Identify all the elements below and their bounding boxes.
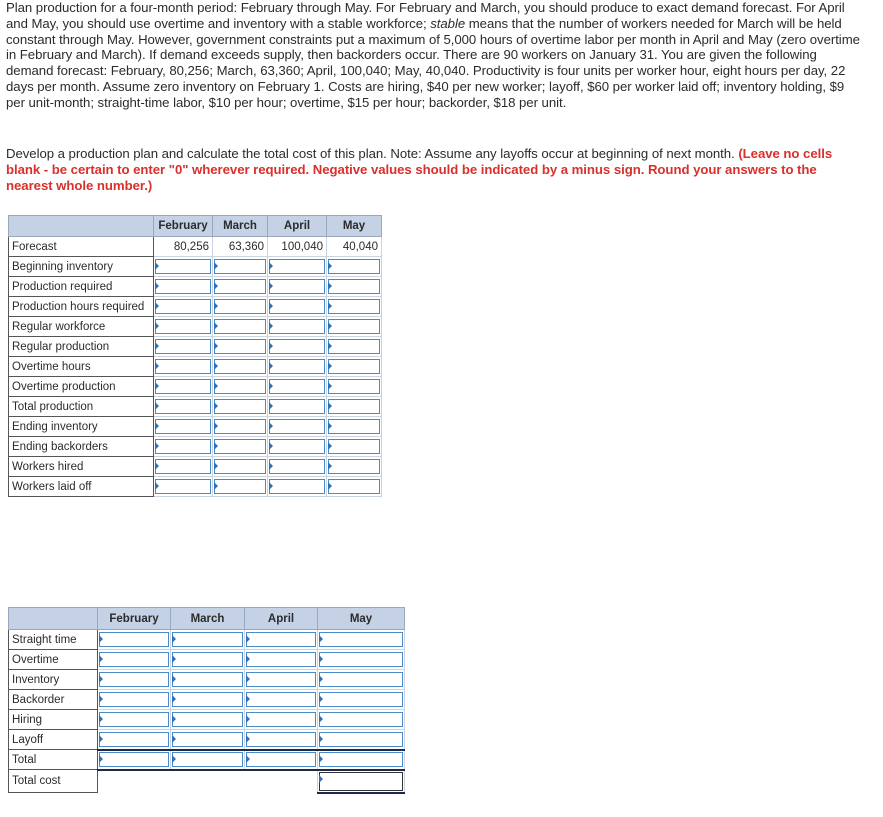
inventory-cost-march-input[interactable] <box>172 672 243 687</box>
answer-cell <box>171 650 245 670</box>
answer-cell <box>268 297 327 317</box>
table-row-forecast <box>9 237 382 257</box>
row-label: Total production <box>9 397 154 417</box>
answer-cell <box>327 457 382 477</box>
answer-cell <box>268 437 327 457</box>
answer-cell <box>171 730 245 750</box>
answer-cell <box>268 317 327 337</box>
answer-cell <box>154 417 213 437</box>
overtime-production-april-input[interactable] <box>269 379 325 394</box>
answer-cell <box>154 337 213 357</box>
beginning-inventory-may-input[interactable] <box>328 259 380 274</box>
production-required-may-input[interactable] <box>328 279 380 294</box>
answer-cell <box>268 457 327 477</box>
table-row-workers-hired <box>9 457 382 477</box>
production-required-march-input[interactable] <box>214 279 266 294</box>
table-row-inventory <box>9 670 405 690</box>
answer-cell <box>154 397 213 417</box>
answer-cell <box>98 750 171 770</box>
col-header-april: April <box>268 216 327 237</box>
overtime-cost-february-input[interactable] <box>99 652 169 667</box>
answer-cell <box>268 257 327 277</box>
answer-cell <box>318 690 405 710</box>
answer-cell <box>171 750 245 770</box>
ending-backorders-march-input[interactable] <box>214 439 266 454</box>
row-label: Regular production <box>9 337 154 357</box>
backorder-cost-march-input[interactable] <box>172 692 243 707</box>
layoff-cost-may-input[interactable] <box>319 732 403 747</box>
row-label: Production required <box>9 277 154 297</box>
production-hours-required-april-input[interactable] <box>269 299 325 314</box>
row-label: Forecast <box>9 237 154 257</box>
layoff-cost-march-input[interactable] <box>172 732 243 747</box>
table-row-overtime-hours <box>9 357 382 377</box>
answer-cell <box>327 337 382 357</box>
col-header-march: March <box>171 608 245 630</box>
overtime-hours-march-input[interactable] <box>214 359 266 374</box>
answer-cell <box>154 357 213 377</box>
overtime-production-may-input[interactable] <box>328 379 380 394</box>
overtime-hours-may-input[interactable] <box>328 359 380 374</box>
answer-cell <box>318 710 405 730</box>
ending-inventory-april-input[interactable] <box>269 419 325 434</box>
answer-cell <box>327 437 382 457</box>
instructions-warning: (Leave no cells blank - be certain to enter "0" wherever required. Negative values should be indicated by a minus sign. Round your answers to the nearest whole number.) <box>6 146 833 193</box>
col-header-february: February <box>98 608 171 630</box>
answer-cell <box>268 477 327 497</box>
answer-cell <box>327 277 382 297</box>
ending-backorders-may-input[interactable] <box>328 439 380 454</box>
hiring-cost-may-input[interactable] <box>319 712 403 727</box>
total-cost-march-input[interactable] <box>172 752 243 767</box>
row-label: Backorder <box>9 690 98 710</box>
regular-production-march-input[interactable] <box>214 339 266 354</box>
forecast-value: 40,040 <box>327 237 382 257</box>
row-label: Beginning inventory <box>9 257 154 277</box>
answer-cell <box>268 357 327 377</box>
straight-time-cost-may-input[interactable] <box>319 632 403 647</box>
forecast-value: 100,040 <box>268 237 327 257</box>
answer-cell <box>98 670 171 690</box>
inventory-cost-may-input[interactable] <box>319 672 403 687</box>
answer-cell <box>154 257 213 277</box>
answer-cell <box>268 377 327 397</box>
col-header-may: May <box>327 216 382 237</box>
table-row-workers-laid-off <box>9 477 382 497</box>
answer-cell <box>154 277 213 297</box>
regular-workforce-march-input[interactable] <box>214 319 266 334</box>
answer-cell <box>171 710 245 730</box>
ending-inventory-march-input[interactable] <box>214 419 266 434</box>
corner-header <box>9 608 98 630</box>
workers-hired-february-input[interactable] <box>155 459 211 474</box>
answer-cell <box>245 630 318 650</box>
production-required-april-input[interactable] <box>269 279 325 294</box>
answer-cell <box>327 257 382 277</box>
workers-hired-april-input[interactable] <box>269 459 325 474</box>
total-cost-april-input[interactable] <box>246 752 316 767</box>
table-row-hiring <box>9 710 405 730</box>
col-header-march: March <box>213 216 268 237</box>
table-row-total-production <box>9 397 382 417</box>
answer-cell <box>171 630 245 650</box>
col-header-may: May <box>318 608 405 630</box>
forecast-value: 80,256 <box>154 237 213 257</box>
answer-cell <box>268 397 327 417</box>
table-row-straight-time <box>9 630 405 650</box>
answer-cell <box>154 377 213 397</box>
instructions: Develop a production plan and calculate the total cost of this plan. Note: Assume any layoffs occur at beginning of next month. (Leave no cells blank - be certain to enter "0" wherever required. Negative values should be indicated by a minus sign. Round your answers to the nearest whole number.) <box>6 146 833 193</box>
answer-cell <box>318 750 405 770</box>
backorder-cost-february-input[interactable] <box>99 692 169 707</box>
layoff-cost-february-input[interactable] <box>99 732 169 747</box>
answer-cell <box>213 297 268 317</box>
regular-production-february-input[interactable] <box>155 339 211 354</box>
workers-laid-off-may-input[interactable] <box>328 479 380 494</box>
row-label: Inventory <box>9 670 98 690</box>
answer-cell <box>154 437 213 457</box>
ending-backorders-april-input[interactable] <box>269 439 325 454</box>
answer-cell <box>327 317 382 337</box>
row-label: Workers hired <box>9 457 154 477</box>
overtime-cost-march-input[interactable] <box>172 652 243 667</box>
answer-cell <box>213 337 268 357</box>
answer-cell <box>98 650 171 670</box>
overtime-hours-april-input[interactable] <box>269 359 325 374</box>
answer-cell <box>268 417 327 437</box>
production-hours-required-march-input[interactable] <box>214 299 266 314</box>
table-row-overtime-production <box>9 377 382 397</box>
hiring-cost-march-input[interactable] <box>172 712 243 727</box>
answer-cell <box>98 630 171 650</box>
answer-cell <box>327 377 382 397</box>
regular-production-may-input[interactable] <box>328 339 380 354</box>
straight-time-cost-february-input[interactable] <box>99 632 169 647</box>
workers-laid-off-february-input[interactable] <box>155 479 211 494</box>
problem-statement: Plan production for a four-month period: February through May. For February and March, you should produce to exact demand forecast. For April and May, you should use overtime and inventory with a stable workforce; stable means that the number of workers needed for March will be held constant through May. However, government constraints put a maximum of 5,000 hours of overtime labor per month in April and May (zero overtime in February and March). If demand exceeds supply, then backorders occur. There are 90 workers on January 31. You are given the following demand forecast: February, 80,256; March, 63,360; April, 100,040; May, 40,040. Productivity is four units per worker hour, eight hours per day, 22 days per month. Assume zero inventory on February 1. Costs are hiring, $40 per new worker; layoff, $60 per worker laid off; inventory holding, $9 per unit-month; straight-time labor, $10 per hour; overtime, $15 per hour; backorder, $18 per unit. <box>6 0 860 110</box>
regular-workforce-february-input[interactable] <box>155 319 211 334</box>
answer-cell <box>327 477 382 497</box>
table-row-production-required <box>9 277 382 297</box>
workers-laid-off-march-input[interactable] <box>214 479 266 494</box>
table-row-production-hours-required <box>9 297 382 317</box>
overtime-cost-may-input[interactable] <box>319 652 403 667</box>
production-hours-required-may-input[interactable] <box>328 299 380 314</box>
total-cost-february-input[interactable] <box>99 752 169 767</box>
answer-cell <box>245 730 318 750</box>
answer-cell <box>318 630 405 650</box>
total-production-february-input[interactable] <box>155 399 211 414</box>
straight-time-cost-march-input[interactable] <box>172 632 243 647</box>
ending-backorders-february-input[interactable] <box>155 439 211 454</box>
row-label: Regular workforce <box>9 317 154 337</box>
beginning-inventory-february-input[interactable] <box>155 259 211 274</box>
row-label: Total cost <box>9 770 98 793</box>
table-row-regular-production <box>9 337 382 357</box>
table-row-backorder <box>9 690 405 710</box>
workers-laid-off-april-input[interactable] <box>269 479 325 494</box>
row-label: Ending inventory <box>9 417 154 437</box>
answer-cell <box>245 710 318 730</box>
row-label: Total <box>9 750 98 770</box>
row-label: Production hours required <box>9 297 154 317</box>
answer-cell <box>154 477 213 497</box>
corner-header <box>9 216 154 237</box>
col-header-february: February <box>154 216 213 237</box>
row-label: Ending backorders <box>9 437 154 457</box>
answer-cell <box>213 277 268 297</box>
answer-cell <box>213 397 268 417</box>
backorder-cost-may-input[interactable] <box>319 692 403 707</box>
total-cost-input[interactable] <box>319 772 403 791</box>
answer-cell <box>213 357 268 377</box>
layoff-cost-april-input[interactable] <box>246 732 316 747</box>
answer-cell <box>318 650 405 670</box>
regular-production-april-input[interactable] <box>269 339 325 354</box>
overtime-production-february-input[interactable] <box>155 379 211 394</box>
table-row-beginning-inventory <box>9 257 382 277</box>
empty-cell <box>98 770 318 793</box>
row-label: Workers laid off <box>9 477 154 497</box>
backorder-cost-april-input[interactable] <box>246 692 316 707</box>
row-label: Overtime production <box>9 377 154 397</box>
workers-hired-may-input[interactable] <box>328 459 380 474</box>
answer-cell <box>327 417 382 437</box>
table-row-total <box>9 750 405 770</box>
total-production-march-input[interactable] <box>214 399 266 414</box>
overtime-production-march-input[interactable] <box>214 379 266 394</box>
straight-time-cost-april-input[interactable] <box>246 632 316 647</box>
answer-cell <box>245 670 318 690</box>
answer-cell <box>98 710 171 730</box>
answer-cell <box>318 770 405 793</box>
table-row-overtime <box>9 650 405 670</box>
table-row-regular-workforce <box>9 317 382 337</box>
cost-table <box>8 607 405 794</box>
inventory-cost-april-input[interactable] <box>246 672 316 687</box>
ending-inventory-february-input[interactable] <box>155 419 211 434</box>
beginning-inventory-april-input[interactable] <box>269 259 325 274</box>
answer-cell <box>318 730 405 750</box>
answer-cell <box>154 297 213 317</box>
answer-cell <box>327 297 382 317</box>
total-cost-may-input[interactable] <box>319 752 403 767</box>
hiring-cost-february-input[interactable] <box>99 712 169 727</box>
total-production-april-input[interactable] <box>269 399 325 414</box>
regular-workforce-may-input[interactable] <box>328 319 380 334</box>
row-label: Straight time <box>9 630 98 650</box>
inventory-cost-february-input[interactable] <box>99 672 169 687</box>
ending-inventory-may-input[interactable] <box>328 419 380 434</box>
answer-cell <box>213 377 268 397</box>
answer-cell <box>154 317 213 337</box>
production-required-february-input[interactable] <box>155 279 211 294</box>
answer-cell <box>213 317 268 337</box>
answer-cell <box>154 457 213 477</box>
row-label: Overtime hours <box>9 357 154 377</box>
beginning-inventory-march-input[interactable] <box>214 259 266 274</box>
overtime-hours-february-input[interactable] <box>155 359 211 374</box>
row-label: Hiring <box>9 710 98 730</box>
workers-hired-march-input[interactable] <box>214 459 266 474</box>
answer-cell <box>327 357 382 377</box>
answer-cell <box>245 650 318 670</box>
answer-cell <box>213 457 268 477</box>
answer-cell <box>213 477 268 497</box>
table-row-ending-inventory <box>9 417 382 437</box>
forecast-value: 63,360 <box>213 237 268 257</box>
answer-cell <box>98 730 171 750</box>
answer-cell <box>327 397 382 417</box>
answer-cell <box>245 690 318 710</box>
production-plan-table <box>8 215 382 497</box>
answer-cell <box>213 417 268 437</box>
table-row-ending-backorders <box>9 437 382 457</box>
answer-cell <box>98 690 171 710</box>
answer-cell <box>213 437 268 457</box>
table-row-layoff <box>9 730 405 750</box>
production-hours-required-february-input[interactable] <box>155 299 211 314</box>
answer-cell <box>268 337 327 357</box>
answer-cell <box>245 750 318 770</box>
overtime-cost-april-input[interactable] <box>246 652 316 667</box>
total-production-may-input[interactable] <box>328 399 380 414</box>
table-row-total-cost <box>9 770 405 793</box>
answer-cell <box>171 690 245 710</box>
answer-cell <box>318 670 405 690</box>
answer-cell <box>171 670 245 690</box>
stable-emphasis: stable <box>430 15 466 31</box>
regular-workforce-april-input[interactable] <box>269 319 325 334</box>
answer-cell <box>213 257 268 277</box>
answer-cell <box>268 277 327 297</box>
row-label: Layoff <box>9 730 98 750</box>
row-label: Overtime <box>9 650 98 670</box>
hiring-cost-april-input[interactable] <box>246 712 316 727</box>
col-header-april: April <box>245 608 318 630</box>
